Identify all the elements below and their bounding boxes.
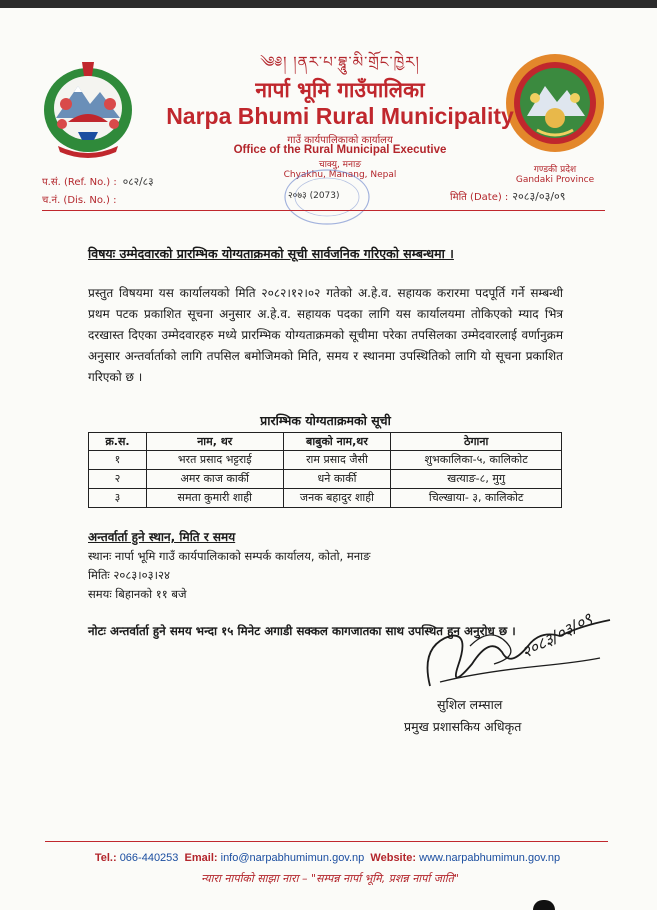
- office-stamp-icon: [282, 166, 372, 228]
- attendance-note: नोटः अन्तर्वार्ता हुने समय भन्दा १५ मिनेट अगाडी सक्कल कागजातका साथ उपस्थित हुन अनुरोध छ ।: [88, 624, 516, 638]
- address-nepali: चाक्यु, मनाङ: [318, 160, 362, 170]
- interview-heading: अन्तर्वार्ता हुने स्थान, मिति र समय: [88, 530, 236, 544]
- email-label: Email:: [184, 852, 218, 864]
- name-cell: अमर काज कार्की: [146, 470, 283, 489]
- footer-contact: [40, 852, 615, 864]
- dis-label: च.नं. (Dis. No.) :: [42, 195, 117, 206]
- col-header-father-name: बाबुको नाम,थर: [283, 433, 391, 451]
- table-row: [89, 470, 562, 489]
- office-name-nepali: गाउँ कार्यपालिकाको कार्यालय: [287, 135, 393, 146]
- signatory-title: प्रमुख प्रशासकिय अधिकृत: [404, 719, 522, 734]
- municipality-name-nepali: नार्पा भूमि गाउँपालिका: [255, 78, 425, 102]
- serial-cell: २: [89, 470, 147, 489]
- reference-number: [42, 174, 154, 189]
- letter-body: प्रस्तुत विषयमा यस कार्यालयको मिति २०८२।१२।०२ गतेको अ.हे.व. सहायक करारमा पदपूर्ति गर्ने सम्बन्धी प्रथम पटक प्रकाशित सूचना अनुसार अ.हे.व. सहायक पदका लागि यस कार्यालयमा तोकिएको म्याद भित्र दरखास्त दिएका उम्मेदवारहरु मध्ये प्रारम्भिक योग्यताक्रमको सूचीमा परेका तपसिलका उम्मेदवारलाई वर्णानुक्रम अनुसार अन्तर्वार्ताको लागि तपसिल बमोजिमको मिति, समय र स्थानमा उपस्थितिको लागि यो सूचना प्रकाशित गरिएको छ ।: [88, 286, 563, 384]
- address-cell: चिल्खाया- ३, कालिकोट: [391, 489, 562, 508]
- date-value: २०८३/०३/०९: [512, 190, 566, 203]
- address-english: Chyakhu, Manang, Nepal: [283, 170, 397, 180]
- handwritten-date: २०८३/०३/०९: [518, 608, 596, 662]
- letter-date: [450, 189, 565, 204]
- date-label: मिति (Date) :: [450, 192, 509, 203]
- father-name-cell: धने कार्की: [283, 470, 391, 489]
- signatory-name: सुशिल लम्साल: [437, 697, 503, 712]
- name-cell: भरत प्रसाद भट्टराई: [146, 451, 283, 470]
- dispatch-number: [42, 192, 116, 206]
- website-value: www.narpabhumimun.gov.np: [419, 852, 561, 864]
- table-row: [89, 489, 562, 508]
- letter-page: [0, 8, 657, 910]
- interview-time: समयः बिहानको ११ बजे: [88, 587, 187, 601]
- establishment-year: २०७३ (2073): [288, 191, 340, 201]
- col-header-name: नाम, थर: [146, 433, 283, 451]
- serial-cell: ३: [89, 489, 147, 508]
- nepal-emblem-icon: [38, 48, 138, 160]
- province-label: [505, 165, 605, 185]
- tel-value: 066-440253: [119, 852, 179, 864]
- serial-cell: १: [89, 451, 147, 470]
- name-cell: समता कुमारी शाही: [146, 489, 283, 508]
- interview-place: स्थानः नार्पा भूमि गाउँ कार्यपालिकाको सम्पर्क कार्यालय, कोतो, मनाङ: [88, 549, 371, 563]
- col-header-serial: क्र.स.: [89, 433, 147, 451]
- letter-subject: [88, 245, 608, 262]
- office-name-english: Office of the Rural Municipal Executive: [233, 144, 447, 156]
- municipality-name-english: Narpa Bhumi Rural Municipality: [166, 103, 514, 129]
- father-name-cell: राम प्रसाद जैसी: [283, 451, 391, 470]
- subject-text: विषयः उम्मेदवारको प्रारम्भिक योग्यताक्रमको सूची सार्वजनिक गरिएको सम्बन्धमा ।: [88, 246, 454, 261]
- ref-label: प.सं. (Ref. No.) :: [42, 177, 117, 188]
- footer-slogan: न्यारा नार्पाको साझा नारा – "सम्पन्न नार्पा भूमि, प्रशन्न नार्पा जाति": [201, 872, 459, 885]
- province-english: Gandaki Province: [515, 175, 595, 185]
- candidate-list-table: [88, 432, 562, 508]
- email-value: info@narpabhumimun.gov.np: [220, 852, 365, 864]
- col-header-address: ठेगाना: [391, 433, 562, 451]
- tibetan-script-heading: ༄༅། །ནར་པ་བྷཱུ་མི་གྲོང་ཁྱེར།: [260, 53, 420, 71]
- list-title: प्रारम्भिक योग्यताक्रमको सूची: [260, 413, 391, 428]
- table-row: [89, 451, 562, 470]
- address-cell: शुभकालिका-५, कालिकोट: [391, 451, 562, 470]
- interview-date: मितिः २०८३।०३।२४: [88, 568, 170, 582]
- table-header-row: [89, 433, 562, 451]
- tel-label: Tel.:: [94, 852, 117, 864]
- footer-divider: [45, 841, 608, 842]
- province-nepali: गण्डकी प्रदेश: [533, 165, 577, 175]
- website-label: Website:: [370, 852, 417, 864]
- address-cell: खत्याङ-८, मुगु: [391, 470, 562, 489]
- ref-value: ०८२/८३: [122, 176, 154, 188]
- header-divider: [42, 210, 605, 211]
- father-name-cell: जनक बहादुर शाही: [283, 489, 391, 508]
